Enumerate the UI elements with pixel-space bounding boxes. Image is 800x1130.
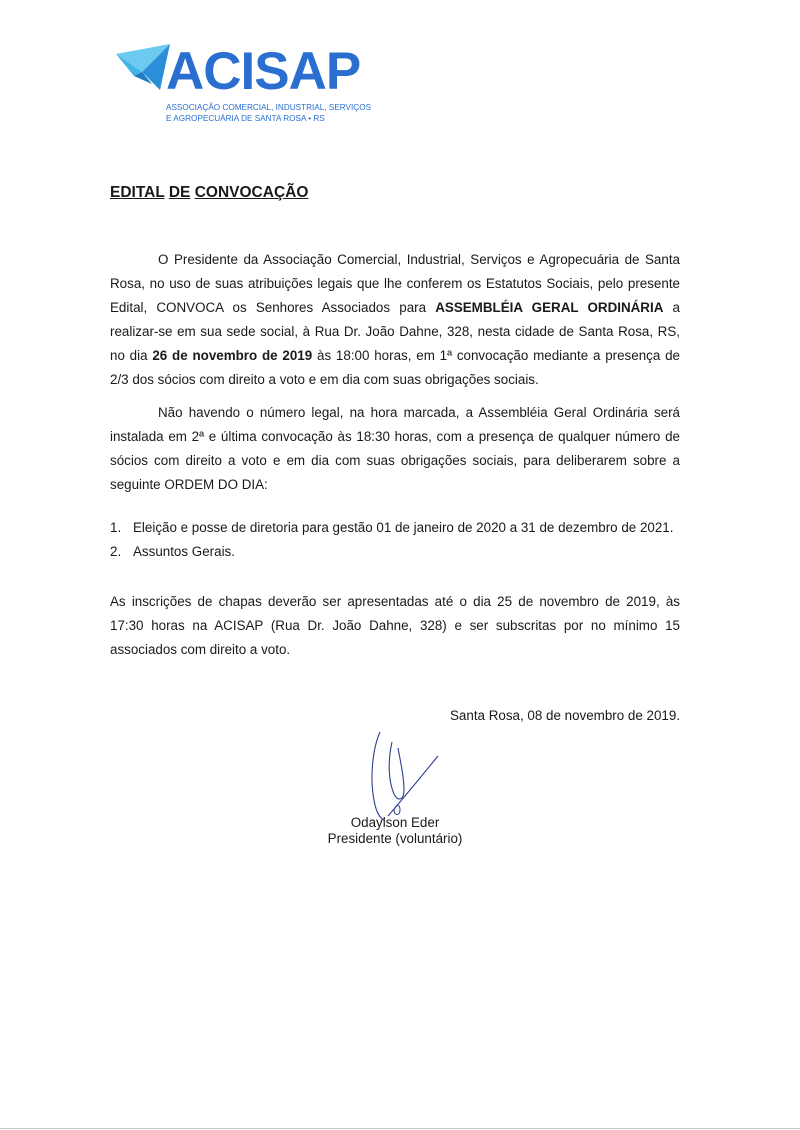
- scan-edge-line: [0, 1128, 800, 1129]
- title-word-1: EDITAL: [110, 184, 165, 201]
- p1-text-a: O Presidente da Associação Comercial, Industrial, Serviços e Agropecuária de Santa Rosa, no uso de suas atribuições legais que lhe conferem os Estatutos Sociais, pelo presente Edital, CONVOCA os Senhores Associados para: [110, 252, 680, 315]
- signature-icon: [358, 720, 448, 830]
- agenda-item: [110, 516, 710, 540]
- agenda-item-text: Eleição e posse de diretoria para gestão 01 de janeiro de 2020 a 31 de dezembro de 2021.: [133, 520, 674, 535]
- paragraph-registrations: As inscrições de chapas deverão ser apresentadas até o dia 25 de novembro de 2019, às 17:30 horas na ACISAP (Rua Dr. João Dahne, 328) e ser subscritas por no mínimo 15 associados com direito a voto.: [110, 594, 680, 657]
- p1-bold-assembly: ASSEMBLÉIA GERAL ORDINÁRIA: [435, 300, 664, 315]
- p1-bold-date: 26 de novembro de 2019: [152, 348, 313, 363]
- logo-subtitle-line2: E AGROPECUÁRIA DE SANTA ROSA • RS: [166, 114, 325, 123]
- place-date: Santa Rosa, 08 de novembro de 2019.: [450, 708, 681, 723]
- p1-text-b: a realizar-se em sua sede social, à Rua Dr. João Dahne, 328, nesta cidade de Santa Rosa, RS, no dia: [110, 300, 680, 363]
- paragraph-second-call: Não havendo o número legal, na hora marcada, a Assembléia Geral Ordinária será instalada em 2ª e última convocação às 18:30 horas, com a presença de qualquer número de sócios com direito a voto e em dia com suas obrigações sociais, para deliberarem sobre a seguinte ORDEM DO DIA:: [110, 405, 680, 492]
- page-title: [110, 184, 308, 202]
- agenda-item-text: Assuntos Gerais.: [133, 544, 235, 559]
- signer-name: Odaylson Eder: [350, 815, 440, 830]
- logo-subtitle-line1: ASSOCIAÇÃO COMERCIAL, INDUSTRIAL, SERVIÇOS: [166, 103, 372, 112]
- agenda-list: [110, 516, 710, 564]
- paragraph-convocation: [110, 248, 680, 392]
- agenda-item: [110, 540, 710, 564]
- logo-wordmark: ACISAP: [166, 42, 361, 101]
- signer-block: [300, 815, 490, 847]
- agenda-item-number: 1.: [110, 520, 122, 535]
- signer-role: Presidente (voluntário): [327, 831, 463, 846]
- p1-text-c: às 18:00 horas, em 1ª convocação mediante a presença de 2/3 dos sócios com direito a voto e em dia com suas obrigações sociais.: [110, 348, 680, 387]
- agenda-item-number: 2.: [110, 544, 122, 559]
- acisap-logo: [112, 42, 382, 132]
- title-word-2: DE: [168, 184, 191, 201]
- title-word-3: CONVOCAÇÃO: [194, 184, 309, 201]
- logo-mark-icon: [112, 42, 172, 104]
